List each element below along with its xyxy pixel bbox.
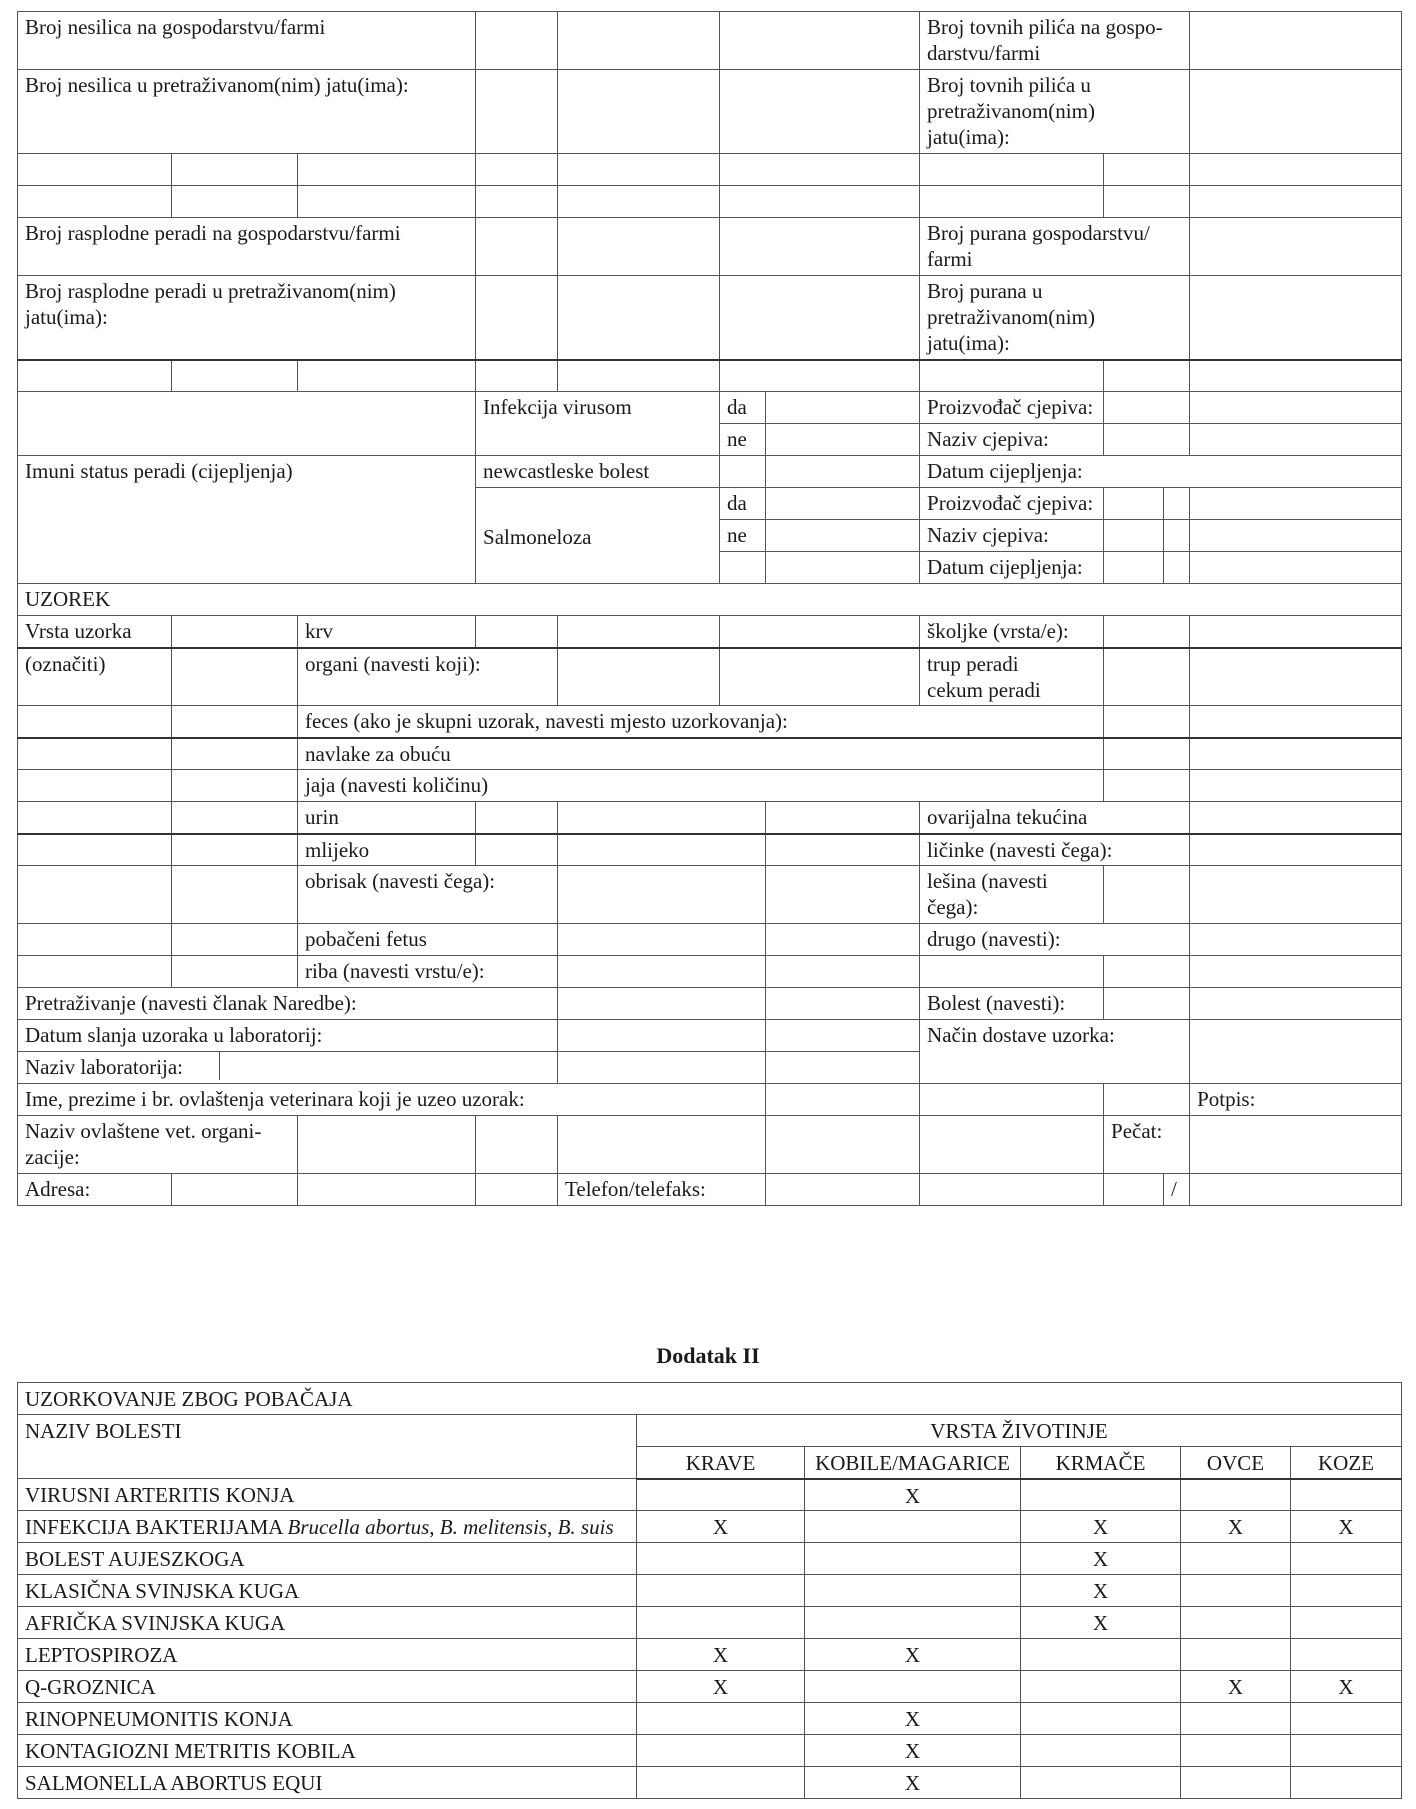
form-cell[interactable] bbox=[720, 70, 920, 154]
species-mark bbox=[1021, 1767, 1181, 1799]
form-cell[interactable] bbox=[476, 12, 558, 70]
lab-name-label: Naziv laboratorija: bbox=[18, 1052, 220, 1080]
form-cell[interactable] bbox=[720, 12, 920, 70]
form-cell[interactable] bbox=[1190, 424, 1402, 456]
form-cell[interactable] bbox=[1104, 956, 1190, 988]
disease-name-text: RINOPNEUMONITIS KONJA bbox=[25, 1707, 293, 1731]
form-cell bbox=[18, 392, 476, 456]
form-cell[interactable] bbox=[1164, 488, 1190, 520]
form-cell[interactable] bbox=[558, 186, 720, 218]
form-cell[interactable] bbox=[920, 1174, 1104, 1206]
feces-label: feces (ako je skupni uzorak, navesti mjesto uzorkovanja): bbox=[298, 706, 1104, 738]
species-mark: X bbox=[805, 1735, 1021, 1767]
form-cell[interactable] bbox=[766, 834, 920, 866]
form-cell[interactable] bbox=[720, 552, 766, 584]
form-cell[interactable] bbox=[1190, 956, 1402, 988]
form-cell[interactable] bbox=[1190, 866, 1402, 924]
form-cell[interactable] bbox=[1104, 1084, 1190, 1116]
form-cell[interactable] bbox=[720, 360, 920, 392]
disease-name-text: VIRUSNI ARTERITIS KONJA bbox=[25, 1483, 295, 1507]
phone-label: Telefon/telefaks: bbox=[558, 1174, 766, 1206]
form-cell[interactable] bbox=[172, 186, 298, 218]
species-mark: X bbox=[1291, 1511, 1402, 1543]
form-cell[interactable] bbox=[766, 1116, 920, 1174]
form-cell[interactable] bbox=[920, 360, 1104, 392]
form-cell[interactable] bbox=[298, 186, 476, 218]
species-mark: X bbox=[805, 1703, 1021, 1735]
disease-label: Bolest (navesti): bbox=[920, 988, 1104, 1020]
species-mares: KOBILE/MAGARICE bbox=[805, 1447, 1021, 1479]
species-mark bbox=[1291, 1639, 1402, 1671]
species-header: VRSTA ŽIVOTINJE bbox=[637, 1415, 1402, 1447]
fish-label: riba (navesti vrstu/e): bbox=[298, 956, 558, 988]
form-cell[interactable] bbox=[1190, 360, 1402, 392]
other-label: drugo (navesti): bbox=[920, 924, 1190, 956]
stamp-label: Pečat: bbox=[1104, 1116, 1190, 1174]
species-goats: KOZE bbox=[1291, 1447, 1402, 1479]
form-cell[interactable] bbox=[172, 834, 298, 866]
species-mark bbox=[1291, 1767, 1402, 1799]
disease-name-text: LEPTOSPIROZA bbox=[25, 1643, 178, 1667]
species-mark bbox=[1181, 1703, 1291, 1735]
disease-name bbox=[18, 1703, 637, 1735]
form-cell[interactable] bbox=[1104, 552, 1164, 584]
species-mark bbox=[637, 1703, 805, 1735]
form-cell[interactable] bbox=[1190, 186, 1402, 218]
disease-name-text: BOLEST AUJESZKOGA bbox=[25, 1547, 245, 1571]
table-row bbox=[18, 1543, 1402, 1575]
form-cell[interactable] bbox=[1104, 706, 1190, 738]
form-cell[interactable] bbox=[172, 924, 298, 956]
turkeys-flock-field[interactable] bbox=[1190, 276, 1402, 360]
vaccination-date-label: Datum cijepljenja: bbox=[920, 456, 1402, 488]
table-row bbox=[18, 1735, 1402, 1767]
vet-name-label: Ime, prezime i br. ovlaštenja veterinara koji je uzeo uzorak: bbox=[18, 1084, 766, 1116]
table-row bbox=[18, 1575, 1402, 1607]
vaccination-date-label: Datum cijepljenja: bbox=[920, 552, 1104, 584]
form-cell[interactable] bbox=[476, 70, 558, 154]
disease-name-text: AFRIČKA SVINJSKA KUGA bbox=[25, 1611, 286, 1635]
form-cell[interactable] bbox=[1104, 648, 1190, 706]
table-row bbox=[18, 1671, 1402, 1703]
form-cell[interactable] bbox=[766, 1020, 920, 1052]
disease-name-text: KONTAGIOZNI METRITIS KOBILA bbox=[25, 1739, 356, 1763]
sample-section-heading: UZOREK bbox=[18, 584, 1402, 616]
form-cell[interactable] bbox=[1190, 802, 1402, 834]
form-cell[interactable] bbox=[558, 988, 766, 1020]
disease-rows bbox=[18, 1479, 1402, 1799]
species-mark bbox=[637, 1767, 805, 1799]
form-cell[interactable] bbox=[172, 866, 298, 924]
carcass-cecum-label bbox=[920, 648, 1104, 706]
form-cell[interactable] bbox=[18, 738, 172, 770]
species-mark bbox=[637, 1479, 805, 1511]
disease-column-header: NAZIV BOLESTI bbox=[18, 1415, 637, 1479]
form-cell[interactable] bbox=[1164, 552, 1190, 584]
species-latin-name: B. melitensis bbox=[439, 1515, 548, 1539]
form-cell[interactable] bbox=[18, 866, 172, 924]
disease-name bbox=[18, 1671, 637, 1703]
form-cell[interactable] bbox=[766, 988, 920, 1020]
disease-name bbox=[18, 1767, 637, 1799]
species-mark bbox=[1291, 1735, 1402, 1767]
abortion-sampling-table bbox=[17, 1382, 1402, 1799]
species-mark bbox=[637, 1575, 805, 1607]
species-mark: X bbox=[1291, 1671, 1402, 1703]
form-cell[interactable] bbox=[1104, 738, 1190, 770]
form-cell[interactable] bbox=[476, 1174, 558, 1206]
form-cell[interactable] bbox=[1104, 488, 1164, 520]
form-cell[interactable] bbox=[1190, 154, 1402, 186]
virus-infection-label: Infekcija virusom bbox=[476, 392, 720, 456]
form-cell[interactable] bbox=[476, 802, 558, 834]
disease-name-text: INFEKCIJA BAKTERIJAMA bbox=[25, 1515, 288, 1539]
form-cell[interactable] bbox=[558, 648, 720, 706]
species-mark bbox=[1181, 1767, 1291, 1799]
species-mark bbox=[1181, 1607, 1291, 1639]
form-cell[interactable] bbox=[1104, 520, 1164, 552]
form-cell[interactable] bbox=[476, 1116, 558, 1174]
form-cell[interactable] bbox=[558, 218, 720, 276]
delivery-method-label: Način dostave uzorka: bbox=[920, 1020, 1190, 1084]
species-mark bbox=[1291, 1607, 1402, 1639]
lab-name-row bbox=[18, 1052, 558, 1084]
species-mark bbox=[805, 1671, 1021, 1703]
disease-name bbox=[18, 1479, 637, 1511]
species-latin-name: B. suis bbox=[557, 1515, 614, 1539]
form-cell[interactable] bbox=[18, 706, 172, 738]
form-cell[interactable] bbox=[18, 154, 172, 186]
form-cell[interactable] bbox=[558, 1052, 766, 1084]
species-mark: X bbox=[637, 1671, 805, 1703]
form-cell[interactable] bbox=[1104, 616, 1190, 648]
species-mark: X bbox=[637, 1639, 805, 1671]
form-cell[interactable] bbox=[1104, 154, 1190, 186]
disease-name bbox=[18, 1607, 637, 1639]
vaccine-name-label: Naziv cjepiva: bbox=[920, 424, 1104, 456]
form-cell[interactable] bbox=[1190, 488, 1402, 520]
disease-name bbox=[18, 1639, 637, 1671]
form-cell[interactable] bbox=[766, 1084, 920, 1116]
form-cell[interactable] bbox=[172, 1174, 298, 1206]
species-mark bbox=[1021, 1735, 1181, 1767]
breeders-flock-label: Broj rasplodne peradi u pretraživanom(nim) jatu(ima): bbox=[18, 276, 476, 360]
delivery-method-field[interactable] bbox=[1190, 1020, 1402, 1084]
appendix-title: Dodatak II bbox=[656, 1343, 760, 1368]
form-cell[interactable] bbox=[558, 70, 720, 154]
salmonellosis-label: Salmoneloza bbox=[476, 488, 720, 584]
species-mark: X bbox=[805, 1639, 1021, 1671]
form-cell[interactable] bbox=[1190, 738, 1402, 770]
send-date-label: Datum slanja uzoraka u laboratorij: bbox=[18, 1020, 558, 1052]
form-cell[interactable] bbox=[558, 154, 720, 186]
table-row bbox=[18, 1767, 1402, 1799]
form-cell[interactable] bbox=[476, 276, 558, 360]
organs-label: organi (navesti koji): bbox=[298, 648, 558, 706]
disease-name-text: SALMONELLA ABORTUS EQUI bbox=[25, 1771, 323, 1795]
yes-label: da bbox=[720, 488, 766, 520]
form-cell[interactable] bbox=[172, 360, 298, 392]
form-cell[interactable] bbox=[720, 456, 766, 488]
species-mark: X bbox=[1021, 1511, 1181, 1543]
table-row bbox=[18, 1511, 1402, 1543]
separator: , bbox=[429, 1515, 440, 1539]
newcastle-label: newcastleske bolest bbox=[476, 456, 720, 488]
form-cell[interactable] bbox=[172, 802, 298, 834]
form-cell[interactable] bbox=[172, 770, 298, 802]
form-cell[interactable] bbox=[558, 276, 720, 360]
immune-status-label: Imuni status peradi (cijepljenja) bbox=[18, 456, 476, 584]
vaccine-name-label: Naziv cjepiva: bbox=[920, 520, 1104, 552]
sample-type-label: Vrsta uzorka bbox=[18, 616, 172, 648]
form-cell[interactable] bbox=[298, 360, 476, 392]
no-label: ne bbox=[720, 520, 766, 552]
form-cell[interactable] bbox=[476, 834, 558, 866]
form-cell[interactable] bbox=[558, 360, 720, 392]
shellfish-label: školjke (vrsta/e): bbox=[920, 616, 1104, 648]
form-cell[interactable] bbox=[18, 186, 172, 218]
disease-name-text: KLASIČNA SVINJSKA KUGA bbox=[25, 1579, 300, 1603]
vaccine-name-field[interactable] bbox=[1104, 424, 1190, 456]
address-label: Adresa: bbox=[18, 1174, 172, 1206]
slash-separator: / bbox=[1164, 1174, 1190, 1206]
form-cell[interactable] bbox=[766, 924, 920, 956]
eggs-label: jaja (navesti količinu) bbox=[298, 770, 1104, 802]
form-cell[interactable] bbox=[298, 1174, 476, 1206]
species-mark: X bbox=[1181, 1671, 1291, 1703]
form-cell[interactable] bbox=[18, 360, 172, 392]
form-cell[interactable] bbox=[1164, 520, 1190, 552]
poultry-carcass-label: trup peradi bbox=[927, 651, 1019, 676]
species-sows: KRMAČE bbox=[1021, 1447, 1181, 1479]
species-mark bbox=[1291, 1543, 1402, 1575]
no-checkbox[interactable] bbox=[766, 520, 920, 552]
form-cell[interactable] bbox=[766, 456, 920, 488]
broilers-flock-field[interactable] bbox=[1190, 70, 1402, 154]
form-cell[interactable] bbox=[558, 956, 766, 988]
form-cell[interactable] bbox=[558, 834, 766, 866]
aborted-fetus-label: pobačeni fetus bbox=[298, 924, 558, 956]
form-cell[interactable] bbox=[1190, 648, 1402, 706]
yes-checkbox[interactable] bbox=[766, 392, 920, 424]
species-mark bbox=[805, 1607, 1021, 1639]
form-cell[interactable] bbox=[766, 552, 920, 584]
form-cell[interactable] bbox=[558, 1020, 766, 1052]
disease-name bbox=[18, 1575, 637, 1607]
form-cell[interactable] bbox=[766, 1174, 920, 1206]
species-mark bbox=[805, 1511, 1021, 1543]
poultry-cecum-label: cekum peradi bbox=[927, 677, 1041, 702]
yes-checkbox[interactable] bbox=[766, 488, 920, 520]
table-row bbox=[18, 1479, 1402, 1511]
form-cell[interactable] bbox=[1104, 186, 1190, 218]
disease-name bbox=[18, 1735, 637, 1767]
form-cell[interactable] bbox=[172, 706, 298, 738]
disease-name bbox=[18, 1511, 637, 1543]
species-mark bbox=[1181, 1479, 1291, 1511]
species-mark bbox=[1021, 1639, 1181, 1671]
form-cell[interactable] bbox=[1190, 924, 1402, 956]
table-row bbox=[18, 1639, 1402, 1671]
form-cell[interactable] bbox=[720, 648, 920, 706]
species-mark: X bbox=[1181, 1511, 1291, 1543]
form-cell[interactable] bbox=[476, 186, 558, 218]
species-mark: X bbox=[1021, 1607, 1181, 1639]
turkeys-flock-label: Broj purana u pretraživanom(nim) jatu(ima): bbox=[920, 276, 1190, 360]
form-cell[interactable] bbox=[1190, 552, 1402, 584]
form-cell[interactable] bbox=[172, 956, 298, 988]
form-cell[interactable] bbox=[172, 616, 298, 648]
species-mark: X bbox=[805, 1479, 1021, 1511]
form-cell[interactable] bbox=[720, 616, 920, 648]
species-mark bbox=[1291, 1575, 1402, 1607]
milk-label: mlijeko bbox=[298, 834, 476, 866]
table-heading: UZORKOVANJE ZBOG POBAČAJA bbox=[18, 1383, 1402, 1415]
form-cell[interactable] bbox=[558, 802, 766, 834]
species-mark bbox=[1291, 1703, 1402, 1735]
form-cell[interactable] bbox=[1190, 770, 1402, 802]
form-cell[interactable] bbox=[18, 770, 172, 802]
signature-field[interactable] bbox=[1190, 1116, 1402, 1174]
form-cell[interactable] bbox=[1190, 988, 1402, 1020]
lab-name-field[interactable] bbox=[220, 1052, 557, 1080]
form-cell[interactable] bbox=[298, 154, 476, 186]
blood-label: krv bbox=[298, 616, 476, 648]
org-name-label: Naziv ovlaštene vet. organi-zacije: bbox=[18, 1116, 298, 1174]
carcass-label: lešina (navesti čega): bbox=[920, 866, 1104, 924]
layers-flock-label: Broj nesilica u pretraživanom(nim) jatu(ima): bbox=[18, 70, 476, 154]
form-cell[interactable] bbox=[766, 956, 920, 988]
separator: , bbox=[547, 1515, 558, 1539]
vaccine-maker-field[interactable] bbox=[1104, 392, 1190, 424]
species-mark bbox=[1181, 1735, 1291, 1767]
ovarian-fluid-label: ovarijalna tekućina bbox=[920, 802, 1190, 834]
species-mark bbox=[637, 1607, 805, 1639]
species-mark bbox=[1021, 1671, 1181, 1703]
form-cell[interactable] bbox=[1190, 392, 1402, 424]
examination-label: Pretraživanje (navesti članak Naredbe): bbox=[18, 988, 558, 1020]
turkeys-farm-field[interactable] bbox=[1190, 218, 1402, 276]
form-cell[interactable] bbox=[558, 866, 766, 924]
yes-label: da bbox=[720, 392, 766, 424]
form-cell[interactable] bbox=[18, 802, 172, 834]
species-sheep: OVCE bbox=[1181, 1447, 1291, 1479]
form-cell[interactable] bbox=[920, 1084, 1104, 1116]
species-mark bbox=[1021, 1479, 1181, 1511]
form-cell[interactable] bbox=[476, 616, 558, 648]
larvae-label: ličinke (navesti čega): bbox=[920, 834, 1190, 866]
form-cell[interactable] bbox=[18, 834, 172, 866]
species-mark: X bbox=[1021, 1543, 1181, 1575]
form-cell[interactable] bbox=[558, 12, 720, 70]
table-row bbox=[18, 1607, 1402, 1639]
species-mark bbox=[805, 1543, 1021, 1575]
form-cell[interactable] bbox=[720, 186, 920, 218]
species-mark bbox=[805, 1575, 1021, 1607]
form-cell[interactable] bbox=[1190, 706, 1402, 738]
disease-name bbox=[18, 1543, 637, 1575]
species-mark bbox=[1021, 1703, 1181, 1735]
urine-label: urin bbox=[298, 802, 476, 834]
form-cell[interactable] bbox=[476, 218, 558, 276]
species-mark bbox=[637, 1543, 805, 1575]
form-cell[interactable] bbox=[1104, 770, 1190, 802]
form-cell[interactable] bbox=[172, 648, 298, 706]
no-checkbox[interactable] bbox=[766, 424, 920, 456]
species-cows: KRAVE bbox=[637, 1447, 805, 1479]
turkeys-farm-label: Broj purana gospodarstvu/ farmi bbox=[920, 218, 1190, 276]
form-cell[interactable] bbox=[920, 956, 1104, 988]
species-mark: X bbox=[1021, 1575, 1181, 1607]
form-cell[interactable] bbox=[1104, 866, 1190, 924]
form-cell[interactable] bbox=[558, 616, 720, 648]
form-cell[interactable] bbox=[920, 154, 1104, 186]
species-mark: X bbox=[805, 1767, 1021, 1799]
swab-label: obrisak (navesti čega): bbox=[298, 866, 558, 924]
form-cell[interactable] bbox=[1190, 520, 1402, 552]
sample-submission-form bbox=[17, 11, 1402, 1206]
form-cell[interactable] bbox=[720, 276, 920, 360]
form-cell[interactable] bbox=[1190, 834, 1402, 866]
vaccine-maker-label: Proizvođač cjepiva: bbox=[920, 392, 1104, 424]
species-mark bbox=[1181, 1543, 1291, 1575]
form-cell[interactable] bbox=[920, 1116, 1104, 1174]
form-cell[interactable] bbox=[172, 738, 298, 770]
species-mark bbox=[1291, 1479, 1402, 1511]
form-cell[interactable] bbox=[476, 360, 558, 392]
species-latin-name: Brucella abortus bbox=[287, 1515, 430, 1539]
species-mark bbox=[1181, 1575, 1291, 1607]
form-cell[interactable] bbox=[476, 154, 558, 186]
form-cell[interactable] bbox=[558, 924, 766, 956]
form-cell[interactable] bbox=[1104, 360, 1190, 392]
form-cell[interactable] bbox=[298, 1116, 476, 1174]
breeders-farm-label: Broj rasplodne peradi na gospodarstvu/farmi bbox=[18, 218, 476, 276]
form-cell[interactable] bbox=[766, 802, 920, 834]
species-mark bbox=[637, 1735, 805, 1767]
form-cell[interactable] bbox=[558, 1116, 766, 1174]
form-cell[interactable] bbox=[766, 866, 920, 924]
form-cell[interactable] bbox=[18, 924, 172, 956]
form-cell[interactable] bbox=[1104, 1174, 1164, 1206]
boot-covers-label: navlake za obuću bbox=[298, 738, 1104, 770]
mark-label: (označiti) bbox=[18, 648, 172, 706]
form-cell[interactable] bbox=[720, 154, 920, 186]
no-label: ne bbox=[720, 424, 766, 456]
layers-farm-label: Broj nesilica na gospodarstvu/farmi bbox=[18, 12, 476, 70]
broilers-farm-field[interactable] bbox=[1190, 12, 1402, 70]
form-cell[interactable] bbox=[1190, 1174, 1402, 1206]
disease-name-text: Q-GROZNICA bbox=[25, 1675, 156, 1699]
form-cell[interactable] bbox=[18, 956, 172, 988]
table-row bbox=[18, 1703, 1402, 1735]
form-cell[interactable] bbox=[766, 1052, 920, 1084]
form-cell[interactable] bbox=[172, 154, 298, 186]
species-mark bbox=[1181, 1639, 1291, 1671]
form-cell[interactable] bbox=[920, 186, 1104, 218]
vaccine-maker-label: Proizvođač cjepiva: bbox=[920, 488, 1104, 520]
form-cell[interactable] bbox=[1104, 988, 1190, 1020]
broilers-farm-label: Broj tovnih pilića na gospo-darstvu/farmi bbox=[920, 12, 1190, 70]
form-cell[interactable] bbox=[720, 218, 920, 276]
form-cell[interactable] bbox=[1190, 616, 1402, 648]
species-mark: X bbox=[637, 1511, 805, 1543]
signature-label: Potpis: bbox=[1190, 1084, 1402, 1116]
broilers-flock-label: Broj tovnih pilića u pretraživanom(nim) jatu(ima): bbox=[920, 70, 1190, 154]
